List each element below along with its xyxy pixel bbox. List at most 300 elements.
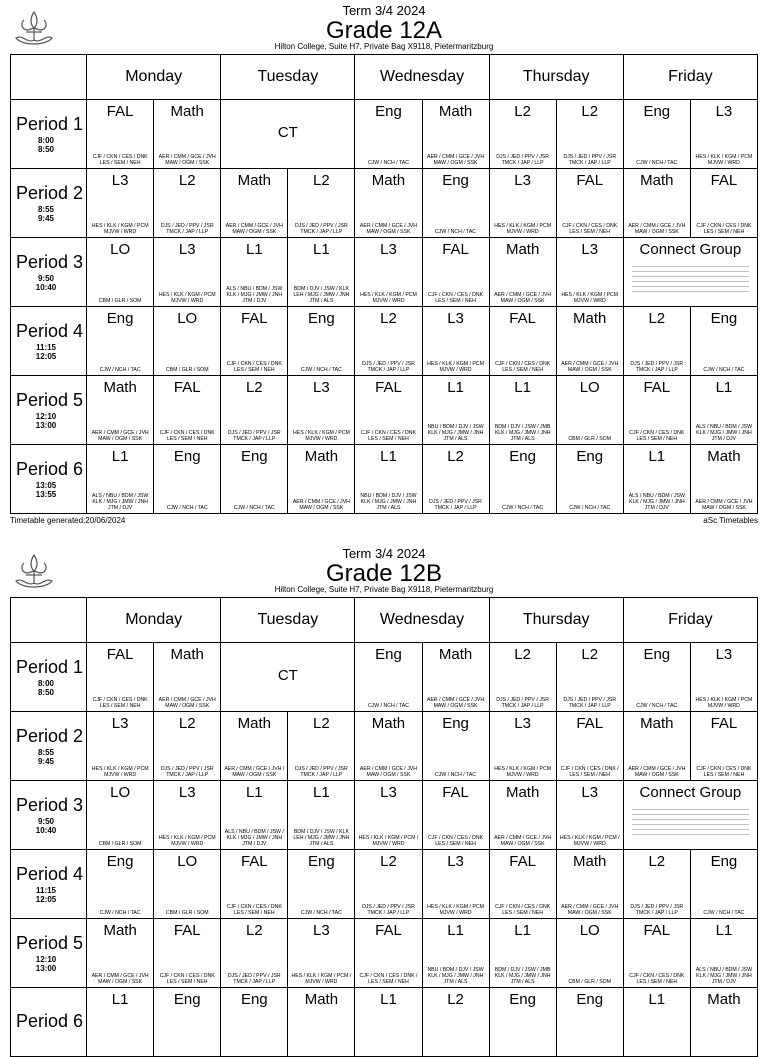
- lesson-teachers: AER / CMM / GCE / JVH MAW / OGM / SSK: [695, 499, 753, 511]
- lesson-cell: [221, 238, 288, 307]
- lesson-cell: [690, 643, 757, 712]
- lesson-teachers: AER / CMM / GCE / JVH MAW / OGM / SSK: [494, 835, 552, 847]
- period-label-cell: [11, 100, 87, 169]
- lesson-content: [221, 307, 287, 375]
- lesson-subject: L2: [245, 379, 263, 396]
- lesson-cell: [87, 919, 154, 988]
- lesson-teachers: AER / CMM / GCE / JVH / MAW / OGM / SSK: [224, 766, 285, 778]
- lesson-subject: L3: [514, 715, 531, 732]
- lesson-cell: [288, 445, 355, 514]
- lesson-subject: L1: [648, 991, 666, 1008]
- lesson-cell: [288, 712, 355, 781]
- period-end-time: 10:40: [35, 826, 57, 835]
- lesson-cell: [556, 643, 623, 712]
- lesson-content: [490, 781, 556, 849]
- lesson-subject: L1: [380, 448, 397, 465]
- lesson-subject: Eng: [643, 646, 671, 663]
- corner-cell: [11, 55, 87, 100]
- lesson-subject: Eng: [375, 646, 402, 663]
- lesson-subject: L1: [715, 922, 733, 939]
- day-header-wednesday: Wednesday: [355, 55, 489, 100]
- lesson-cell: [489, 100, 556, 169]
- lesson-cell: [623, 445, 690, 514]
- lesson-subject: Eng: [576, 448, 604, 465]
- lesson-subject: L2: [178, 172, 196, 189]
- lesson-cell: [154, 643, 221, 712]
- lesson-subject: Eng: [308, 853, 335, 870]
- lesson-cell: [690, 445, 757, 514]
- lesson-cell: [355, 643, 422, 712]
- period-time: [11, 748, 81, 766]
- lesson-cell: [221, 712, 288, 781]
- lesson-cell: [690, 919, 757, 988]
- lesson-content: [288, 988, 354, 1056]
- period-end-time: 12:05: [35, 352, 57, 361]
- period-start-time: 11:15: [35, 886, 57, 895]
- lesson-cell: [489, 781, 556, 850]
- lesson-content: [423, 850, 489, 918]
- lesson-content: [288, 238, 354, 306]
- period-time: [11, 205, 81, 223]
- lesson-content: [221, 100, 354, 168]
- lesson-cell: [690, 850, 757, 919]
- lesson-content: [87, 988, 153, 1056]
- lesson-content: [624, 850, 690, 918]
- lesson-subject: Math: [371, 172, 406, 189]
- lesson-teachers: AER / CMM / GCE / JVH MAW / OGM / SSK: [359, 223, 417, 235]
- period-label-cell: [11, 781, 87, 850]
- lesson-subject: Eng: [509, 991, 536, 1008]
- lesson-cell: [422, 712, 489, 781]
- lesson-teachers: AER / CMM / GCE / JVH MAW / OGM / SSK: [225, 223, 283, 235]
- lesson-content: [423, 988, 489, 1056]
- lesson-teachers: DJS / JED / PPV / JSR TMCK / JAP / LLP: [227, 430, 281, 442]
- lesson-cell: [154, 376, 221, 445]
- lesson-teachers: HES / KLK / KGM / PCM / MJVW / WRD: [358, 835, 419, 847]
- brand-label: aSc Timetables: [703, 516, 758, 525]
- lesson-content: [557, 376, 623, 444]
- lesson-cell: [154, 100, 221, 169]
- lesson-content: [221, 643, 354, 711]
- lesson-content: [154, 238, 220, 306]
- lesson-subject: FAL: [442, 241, 469, 258]
- lesson-subject: Eng: [576, 991, 604, 1008]
- lesson-cell: [422, 238, 489, 307]
- lesson-content: [87, 100, 153, 168]
- lesson-cell: [489, 238, 556, 307]
- lesson-cell: [87, 100, 154, 169]
- lesson-teachers: HES / KLK / KGM / PCM / MJVW / WRD: [291, 973, 352, 985]
- lesson-subject: Math: [170, 646, 204, 663]
- period-row: [11, 850, 758, 919]
- lesson-subject: L3: [581, 241, 599, 258]
- lesson-content: [355, 376, 421, 444]
- lesson-subject: FAL: [509, 853, 536, 870]
- lesson-teachers: CBM / GLR / SOM: [568, 436, 612, 442]
- lesson-content: [355, 445, 421, 513]
- period-label-cell: [11, 712, 87, 781]
- lesson-content: [288, 712, 354, 780]
- lesson-cell: [221, 988, 288, 1057]
- lesson-teachers: AER / CMM / GCE / JVH MAW / OGM / SSK: [427, 154, 485, 166]
- lesson-subject: Math: [371, 715, 406, 732]
- lesson-content: [423, 169, 489, 237]
- lesson-content: [624, 643, 690, 711]
- period-row: [11, 712, 758, 781]
- lesson-teachers: CJF / CKN / CES / DNK LES / SEM / NEH: [562, 223, 618, 235]
- lesson-content: [423, 307, 489, 375]
- connect-group-teacher-list: [632, 264, 749, 296]
- lesson-cell: [623, 988, 690, 1057]
- lesson-subject: Math: [505, 241, 540, 258]
- lesson-content: [288, 376, 354, 444]
- lesson-content: [490, 919, 556, 987]
- lesson-content: [87, 445, 153, 513]
- lesson-content: [288, 919, 354, 987]
- period-end-time: 9:45: [37, 757, 54, 766]
- lesson-content: [624, 100, 690, 168]
- lesson-cell: [154, 919, 221, 988]
- lesson-subject: FAL: [375, 379, 402, 396]
- lesson-teachers: DJS / JED / PPV / JSR TMCK / JAP / LLP: [563, 154, 617, 166]
- lesson-content: [423, 238, 489, 306]
- lesson-teachers: ALS / NBU / BDM / JSW KLK / MJG / JMW / JNH JTM / DJV: [226, 286, 283, 304]
- lesson-subject: L2: [447, 448, 464, 465]
- lesson-teachers: CJW / NCH / TAC: [435, 772, 477, 778]
- day-header-tuesday: Tuesday: [221, 598, 355, 643]
- lesson-teachers: AER / CMM / GCE / JVH MAW / OGM / SSK: [561, 904, 619, 916]
- lesson-content: [691, 988, 757, 1056]
- grade-title: Grade 12A: [325, 17, 443, 44]
- lesson-content: [221, 712, 287, 780]
- school-address: Hilton College, Suite H7, Private Bag X9118, Pietermaritzburg: [274, 585, 494, 594]
- lesson-subject: Connect Group: [639, 241, 742, 258]
- lesson-subject: LO: [177, 853, 198, 870]
- lesson-subject: LO: [110, 241, 131, 258]
- lesson-teachers: DJS / JED / PPV / JSR TMCK / JAP / LLP: [496, 697, 550, 709]
- lesson-content: [154, 712, 220, 780]
- period-end-time: 12:05: [35, 895, 57, 904]
- lesson-teachers: AER / CMM / GCE / JVH MAW / OGM / SSK: [359, 766, 417, 778]
- lesson-subject: L2: [447, 991, 464, 1008]
- lesson-content: [557, 850, 623, 918]
- period-start-time: 13:05: [35, 481, 57, 490]
- lesson-teachers: HES / KLK / KGM / PCM MJVW / WRD: [695, 697, 753, 709]
- period-start-time: 9:50: [37, 817, 54, 826]
- school-address: Hilton College, Suite H7, Private Bag X9118, Pietermaritzburg: [274, 42, 494, 51]
- corner-cell: [11, 598, 87, 643]
- lesson-content: [288, 445, 354, 513]
- lesson-cell: [422, 445, 489, 514]
- lesson-cell: [221, 307, 288, 376]
- lesson-cell: [489, 850, 556, 919]
- lesson-cell: [422, 376, 489, 445]
- lesson-teachers: CJF / CKN / CES / DNK LES / SEM / NEH: [428, 835, 484, 847]
- lesson-cell: [221, 169, 288, 238]
- lesson-content: [490, 169, 556, 237]
- lesson-teachers: AER / CMM / GCE / JVH MAW / OGM / SSK: [91, 430, 149, 442]
- lesson-teachers: CBM / GLR / SOM: [98, 841, 142, 847]
- lesson-teachers: CJW / NCH / TAC: [636, 703, 678, 709]
- lesson-content: [557, 169, 623, 237]
- lesson-cell: [355, 100, 422, 169]
- lesson-cell: [556, 307, 623, 376]
- lesson-teachers: CJW / NCH / TAC: [367, 160, 409, 166]
- lesson-content: [691, 169, 757, 237]
- lesson-cell: [87, 445, 154, 514]
- lesson-teachers: HES / KLK / KGM / PCM MJVW / WRD: [158, 292, 216, 304]
- lesson-teachers: CJW / NCH / TAC: [300, 367, 342, 373]
- lesson-subject: L3: [313, 379, 330, 396]
- lesson-cell: [87, 712, 154, 781]
- lesson-subject: L1: [380, 991, 397, 1008]
- lesson-cell: [422, 850, 489, 919]
- lesson-content: [624, 988, 690, 1056]
- lesson-teachers: AER / CMM / GCE / JVH MAW / OGM / SSK: [561, 361, 619, 373]
- lesson-content: [355, 919, 421, 987]
- lesson-content: [87, 238, 153, 306]
- lesson-cell: [489, 988, 556, 1057]
- lesson-teachers: CJW / NCH / TAC: [703, 910, 745, 916]
- lesson-cell: [690, 169, 757, 238]
- lesson-teachers: HES / KLK / KGM / PCM MJVW / WRD: [360, 292, 417, 304]
- lesson-content: [288, 781, 354, 849]
- term-label: Term 3/4 2024: [342, 3, 426, 18]
- lesson-content: [624, 712, 690, 780]
- lesson-teachers: ALS / NBU / BDM / JSW KLK / MJG / JMW / JNH JTM / DJV: [628, 493, 685, 511]
- period-row: [11, 307, 758, 376]
- lesson-teachers: CJW / NCH / TAC: [703, 367, 745, 373]
- lesson-teachers: AER / CMM / GCE / JVH MAW / OGM / SSK: [494, 292, 552, 304]
- lesson-cell: [690, 712, 757, 781]
- lesson-content: [87, 712, 153, 780]
- lesson-cell: [154, 781, 221, 850]
- lesson-subject: Eng: [173, 448, 201, 465]
- period-label-cell: [11, 988, 87, 1057]
- lesson-teachers: CJF / CKN / CES / DNK LES / SEM / NEH: [226, 904, 282, 916]
- lesson-content: [221, 781, 287, 849]
- lesson-cell: [154, 988, 221, 1057]
- period-start-time: 8:55: [37, 205, 54, 214]
- lesson-teachers: BDM / DJV / JSW / KLK LEH / MJG / JMW / JNH JTM / ALS: [293, 286, 350, 304]
- lesson-teachers: CJF / CKN / CES / DNK LES / SEM / NEH: [92, 697, 148, 709]
- lesson-cell: [87, 376, 154, 445]
- period-label-cell: [11, 643, 87, 712]
- period-start-time: 8:00: [37, 136, 54, 145]
- lesson-cell: [623, 712, 690, 781]
- lesson-teachers: CJF / CKN / CES / DNK LES / SEM / NEH: [159, 973, 215, 985]
- timetable-grid: [10, 54, 758, 514]
- lesson-subject: L1: [313, 241, 330, 258]
- lesson-content: [221, 445, 287, 513]
- period-name: Period 4: [16, 321, 84, 341]
- lesson-subject: Math: [438, 103, 473, 120]
- lesson-teachers: ALS / NBU / BDM / JSW / KLK / MJG / JMW / JNH JTM / DJV: [224, 829, 284, 847]
- lesson-content: [154, 643, 220, 711]
- lesson-content: [490, 238, 556, 306]
- lesson-cell: [355, 376, 422, 445]
- period-time: [11, 136, 81, 154]
- lesson-content: [691, 712, 757, 780]
- lesson-teachers: CJW / NCH / TAC: [300, 910, 342, 916]
- lesson-cell: [556, 445, 623, 514]
- lesson-content: [423, 712, 489, 780]
- period-label-cell: [11, 919, 87, 988]
- period-start-time: 8:55: [37, 748, 54, 757]
- lesson-cell: [489, 445, 556, 514]
- day-header-wednesday: Wednesday: [355, 598, 489, 643]
- lesson-content: [221, 376, 287, 444]
- lesson-cell: [221, 643, 355, 712]
- lesson-subject: Eng: [240, 991, 268, 1008]
- period-row: [11, 169, 758, 238]
- lesson-teachers: NBU / BDM / DJV / JSW KLK / MJG / JMW / JNH JTM / ALS: [427, 967, 484, 985]
- lesson-cell: [288, 376, 355, 445]
- lesson-content: [355, 643, 421, 711]
- lesson-content: [87, 781, 153, 849]
- lesson-subject: CT: [277, 667, 298, 684]
- lesson-subject: Eng: [106, 310, 134, 327]
- lesson-cell: [355, 850, 422, 919]
- lesson-teachers: DJS / JED / PPV / JSR TMCK / JAP / LLP: [630, 361, 684, 373]
- lesson-teachers: AER / CMM / GCE / JVH MAW / OGM / SSK: [427, 697, 485, 709]
- lesson-content: [691, 919, 757, 987]
- lesson-cell: [288, 919, 355, 988]
- lesson-teachers: ALS / NBU / BDM / JSW KLK / MJG / JMW / JNH JTM / DJV: [695, 424, 753, 442]
- period-label-cell: [11, 445, 87, 514]
- lesson-content: [87, 169, 153, 237]
- lesson-teachers: CJW / NCH / TAC: [435, 229, 477, 235]
- lesson-teachers: CJW / NCH / TAC: [166, 505, 208, 511]
- term-label: Term 3/4 2024: [342, 546, 426, 561]
- lesson-content: [423, 781, 489, 849]
- lesson-teachers: CJW / NCH / TAC: [569, 505, 611, 511]
- timetable-grid: [10, 597, 758, 1057]
- lesson-cell: [154, 712, 221, 781]
- lesson-cell: [556, 988, 623, 1057]
- lesson-subject: FAL: [710, 172, 738, 189]
- lesson-content: [423, 643, 489, 711]
- lesson-teachers: BDM / DJV / JSW / JMB KLK / MJG / JMW / JNH JTM / ALS: [494, 424, 551, 442]
- period-name: Period 1: [16, 657, 84, 677]
- lesson-subject: L1: [447, 379, 464, 396]
- lesson-subject: FAL: [442, 784, 469, 801]
- lesson-content: [355, 712, 421, 780]
- lesson-cell: [690, 376, 757, 445]
- lesson-teachers: CJF / CKN / CES / DNK LES / SEM / NEH: [696, 766, 752, 778]
- lesson-subject: L1: [245, 784, 263, 801]
- lesson-subject: FAL: [240, 310, 268, 327]
- lesson-subject: L2: [313, 715, 330, 732]
- lesson-teachers: NBU / BDM / DJV / JSW KLK / MJG / JMW / JNH JTM / ALS: [427, 424, 484, 442]
- lesson-cell: [623, 781, 757, 850]
- lesson-content: [154, 376, 220, 444]
- lesson-content: [355, 238, 421, 306]
- lesson-content: [355, 307, 421, 375]
- lesson-content: [87, 643, 153, 711]
- lesson-cell: [623, 238, 757, 307]
- lesson-subject: Math: [237, 172, 271, 189]
- lesson-subject: Eng: [509, 448, 536, 465]
- lesson-teachers: DJS / JED / PPV / JSR TMCK / JAP / LLP: [227, 973, 281, 985]
- lesson-subject: Math: [103, 922, 137, 939]
- lesson-subject: Eng: [710, 310, 738, 327]
- lesson-subject: Math: [640, 172, 674, 189]
- lesson-subject: FAL: [173, 379, 201, 396]
- lesson-cell: [355, 238, 422, 307]
- day-header-tuesday: Tuesday: [221, 55, 355, 100]
- lesson-teachers: CJW / NCH / TAC: [367, 703, 409, 709]
- period-time: [11, 481, 81, 499]
- lesson-content: [557, 238, 623, 306]
- lesson-teachers: HES / KLK / KGM / PCM MJVW / WRD: [91, 766, 149, 778]
- lesson-teachers: DJS / JED / PPV / JSR TMCK / JAP / LLP: [563, 697, 617, 709]
- lesson-subject: L1: [313, 784, 330, 801]
- period-name: Period 4: [16, 864, 84, 884]
- day-header-row: [11, 598, 758, 643]
- lesson-teachers: AER / CMM / GCE / JVH MAW / OGM / SSK: [158, 154, 216, 166]
- period-name: Period 6: [16, 459, 84, 479]
- lesson-content: [691, 100, 757, 168]
- lesson-content: [355, 781, 421, 849]
- grade-title: Grade 12B: [325, 560, 443, 587]
- lesson-teachers: AER / CMM / GCE / JVH MAW / OGM / SSK: [91, 973, 149, 985]
- lesson-teachers: CJF / CKN / CES / DNK LES / SEM / NEH: [159, 430, 215, 442]
- lesson-cell: [87, 307, 154, 376]
- lesson-cell: [556, 376, 623, 445]
- lesson-subject: L2: [514, 646, 531, 663]
- lesson-subject: Eng: [442, 172, 469, 189]
- lesson-content: [624, 238, 757, 306]
- lesson-subject: Math: [573, 853, 607, 870]
- lesson-cell: [87, 169, 154, 238]
- lesson-content: [490, 307, 556, 375]
- lesson-teachers: CJF / CKN / CES / DNK LES / SEM / NEH: [428, 292, 484, 304]
- lesson-subject: Math: [170, 103, 204, 120]
- lesson-cell: [154, 238, 221, 307]
- lesson-subject: Eng: [375, 103, 402, 120]
- lesson-cell: [355, 781, 422, 850]
- lesson-subject: FAL: [576, 715, 604, 732]
- day-header-thursday: Thursday: [489, 598, 623, 643]
- lesson-subject: L1: [648, 448, 666, 465]
- lesson-content: [423, 445, 489, 513]
- period-label-cell: [11, 169, 87, 238]
- lesson-subject: Math: [707, 448, 741, 465]
- timetable-generated-note: Timetable generated:20/06/2024: [10, 516, 126, 525]
- lesson-cell: [489, 712, 556, 781]
- lesson-subject: Eng: [442, 715, 469, 732]
- lesson-cell: [221, 919, 288, 988]
- lesson-cell: [288, 781, 355, 850]
- lesson-cell: [623, 919, 690, 988]
- lesson-cell: [355, 169, 422, 238]
- lesson-content: [691, 643, 757, 711]
- lesson-cell: [489, 919, 556, 988]
- lesson-content: [154, 919, 220, 987]
- lesson-subject: FAL: [375, 922, 402, 939]
- period-name: Period 6: [16, 1011, 84, 1031]
- lesson-content: [221, 238, 287, 306]
- period-row: [11, 919, 758, 988]
- lesson-teachers: AER / CMM / GCE / JVH MAW / OGM / SSK: [628, 766, 686, 778]
- lesson-subject: LO: [579, 922, 600, 939]
- lesson-subject: Math: [640, 715, 674, 732]
- lesson-cell: [623, 850, 690, 919]
- lesson-teachers: CJF / CKN / CES / DNK LES / SEM / NEH: [92, 154, 148, 166]
- lesson-cell: [87, 238, 154, 307]
- lesson-subject: L2: [514, 103, 531, 120]
